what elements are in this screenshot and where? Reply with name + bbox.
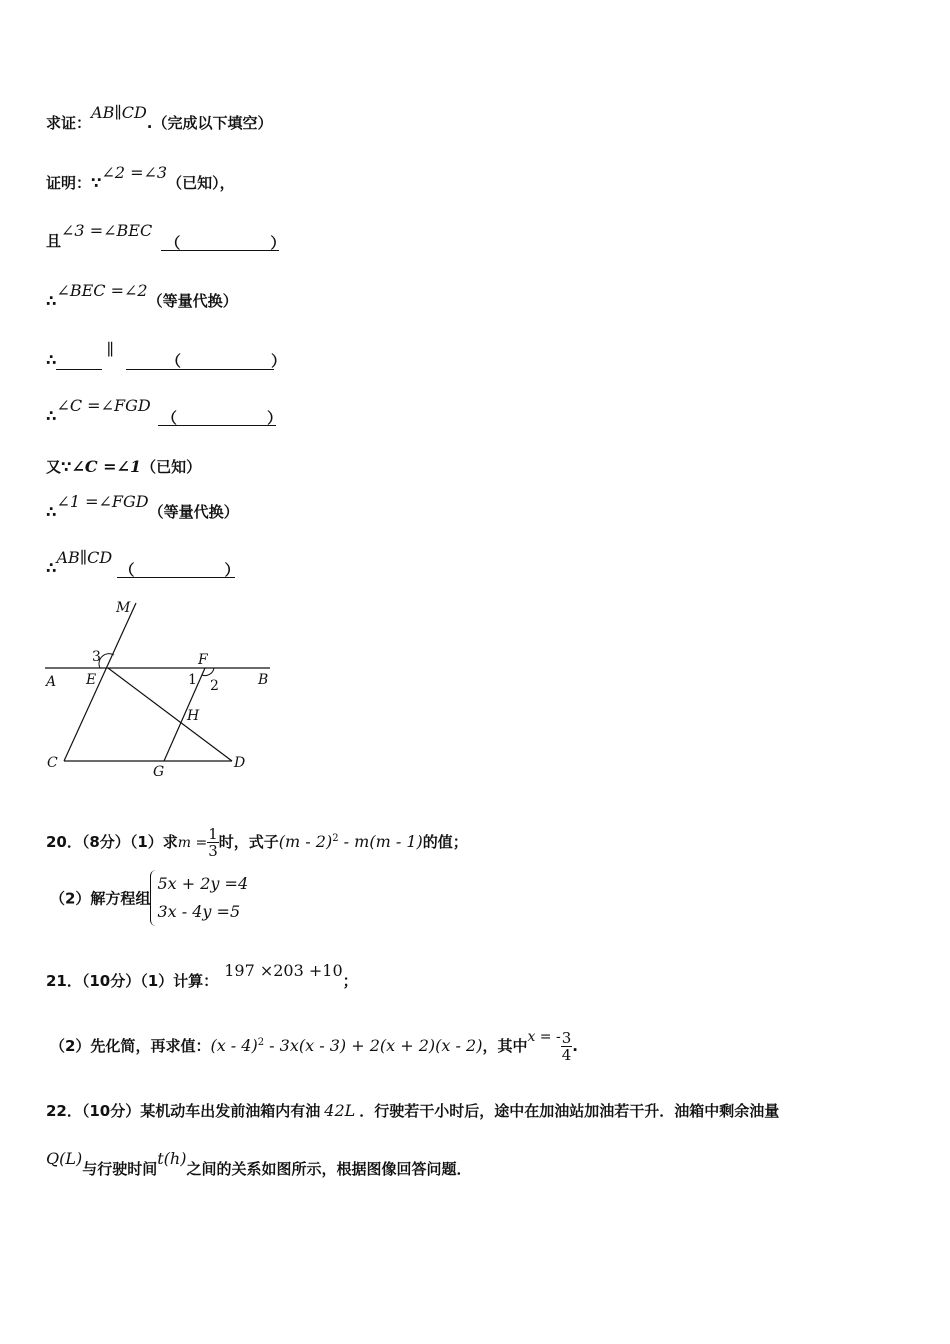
q20-expr: (m - 2)	[278, 832, 333, 851]
step3-reason: （等量代换）	[147, 292, 238, 310]
equation-2: 3x - 4y =5	[157, 902, 241, 921]
equation-1: 5x + 2y =4	[157, 874, 249, 893]
label-F: F	[198, 652, 208, 668]
proof-step-6	[46, 456, 201, 477]
q20-part1-end: 的值；	[422, 833, 468, 851]
prove-expr: AB∥CD	[91, 103, 147, 122]
q21-part1-end: ；	[342, 972, 358, 990]
q20-part1-mid: 时，式子	[218, 833, 279, 851]
step6-expr: ∠C =∠1	[71, 457, 142, 476]
q21-part1-label: （1）计算：	[140, 972, 219, 990]
geometry-figure	[40, 595, 280, 785]
q20-expr2: - m(m - 1)	[338, 832, 423, 851]
q20-fraction	[207, 826, 219, 859]
q22-text2: ．行驶若干小时后，途中在加油站加油若干升．油箱中剩余油量	[359, 1102, 780, 1120]
q21-expr-b: - 3x(x - 3) + 2(x + 2)(x - 2)	[264, 1036, 483, 1055]
step1-reason: （已知），	[167, 174, 235, 192]
step2-reason-blank[interactable]	[161, 232, 286, 252]
q21-expr-a: (x - 4)	[210, 1036, 258, 1055]
q20-score: （8分）	[81, 833, 130, 851]
q21-exponent: 2	[257, 1037, 265, 1048]
step8-expr: AB∥CD	[56, 548, 113, 567]
step6-prefix: 又∵	[46, 458, 72, 476]
step4-prefix: ∴	[46, 351, 57, 369]
line-MC	[64, 603, 136, 761]
step3-prefix: ∴	[46, 292, 57, 310]
label-H: H	[187, 708, 200, 724]
q21-part2-label: （2）先化简，再求值：	[50, 1037, 211, 1055]
step4-reason: （ ）	[166, 352, 287, 370]
step2-expr: ∠3 =∠BEC	[61, 221, 153, 240]
step5-reason: （ ）	[161, 409, 282, 427]
q22-text4: 之间的关系如图所示，根据图像回答问题．	[186, 1160, 472, 1178]
step7-expr: ∠1 =∠FGD	[56, 492, 149, 511]
step2-prefix: 且	[46, 232, 62, 250]
q22-oil: 42L	[324, 1101, 356, 1120]
q20-part1-label: （1）求	[129, 833, 178, 851]
label-M: M	[116, 600, 131, 616]
proof-step-4	[46, 340, 287, 370]
label-D: D	[234, 755, 246, 771]
step8-prefix: ∴	[46, 559, 57, 577]
prove-line	[46, 103, 273, 133]
q21-frac-num: 3	[561, 1029, 572, 1047]
q22-t-var: t(h)	[157, 1149, 187, 1168]
prove-note: .（完成以下填空）	[146, 114, 273, 132]
q22-number: 22．	[46, 1102, 82, 1120]
step1-expr: ∠2 =∠3	[101, 163, 168, 182]
step6-reason: （已知）	[141, 458, 202, 476]
label-3: 3	[92, 649, 101, 665]
label-A: A	[46, 674, 57, 690]
q21-part2	[50, 1030, 578, 1063]
proof-step-1	[46, 163, 235, 193]
step4-parallel: ∥	[106, 340, 114, 359]
step8-reason-blank[interactable]	[117, 559, 240, 579]
q21-end: .	[572, 1037, 578, 1055]
step8-reason: （ ）	[119, 561, 240, 579]
step5-reason-blank[interactable]	[158, 407, 282, 427]
equation-system	[150, 870, 248, 926]
q21-part1	[46, 961, 358, 991]
label-E: E	[86, 672, 97, 688]
proof-step-7	[46, 492, 239, 522]
q20-frac-num: 1	[208, 825, 218, 843]
q21-fraction	[561, 1030, 573, 1063]
q20-part2-label: （2）解方程组	[50, 889, 151, 908]
q20-frac-den: 3	[208, 842, 218, 860]
proof-label: 证明：∵	[46, 174, 102, 192]
q20-number: 20．	[46, 833, 82, 851]
q22-line2	[46, 1149, 472, 1179]
q20-m-eq: m =	[177, 835, 208, 851]
q22-line1	[46, 1100, 779, 1121]
step4-blank-left[interactable]	[56, 351, 102, 370]
q21-frac-den: 4	[561, 1046, 572, 1064]
prove-label: 求证：	[46, 114, 92, 132]
label-G: G	[153, 764, 165, 780]
step7-reason: （等量代换）	[148, 503, 239, 521]
label-2: 2	[210, 678, 219, 694]
q21-calc: 197 ×203 +10	[224, 961, 343, 980]
q20-exponent: 2	[332, 833, 339, 844]
proof-step-2	[46, 221, 286, 252]
label-C: C	[47, 755, 58, 771]
q22-score: （10分）	[81, 1102, 141, 1120]
step7-prefix: ∴	[46, 503, 57, 521]
q21-mid: ，其中	[482, 1037, 528, 1055]
q21-score: （10分）	[81, 972, 141, 990]
proof-step-8	[46, 548, 240, 579]
step3-expr: ∠BEC =∠2	[56, 281, 148, 300]
step2-reason: （ ）	[165, 234, 286, 252]
step5-expr: ∠C =∠FGD	[56, 396, 151, 415]
proof-step-3	[46, 281, 238, 311]
label-B: B	[258, 672, 269, 688]
label-1: 1	[188, 672, 197, 688]
proof-step-5	[46, 396, 282, 427]
q20-part1	[46, 826, 468, 859]
q21-x-eq: x = -	[527, 1029, 561, 1045]
q22-text3: 与行驶时间	[82, 1160, 158, 1178]
q21-number: 21．	[46, 972, 82, 990]
q20-part2	[50, 870, 248, 926]
q22-q-var: Q(L)	[46, 1149, 83, 1168]
step5-prefix: ∴	[46, 407, 57, 425]
q22-text1: 某机动车出发前油箱内有油	[140, 1102, 321, 1120]
